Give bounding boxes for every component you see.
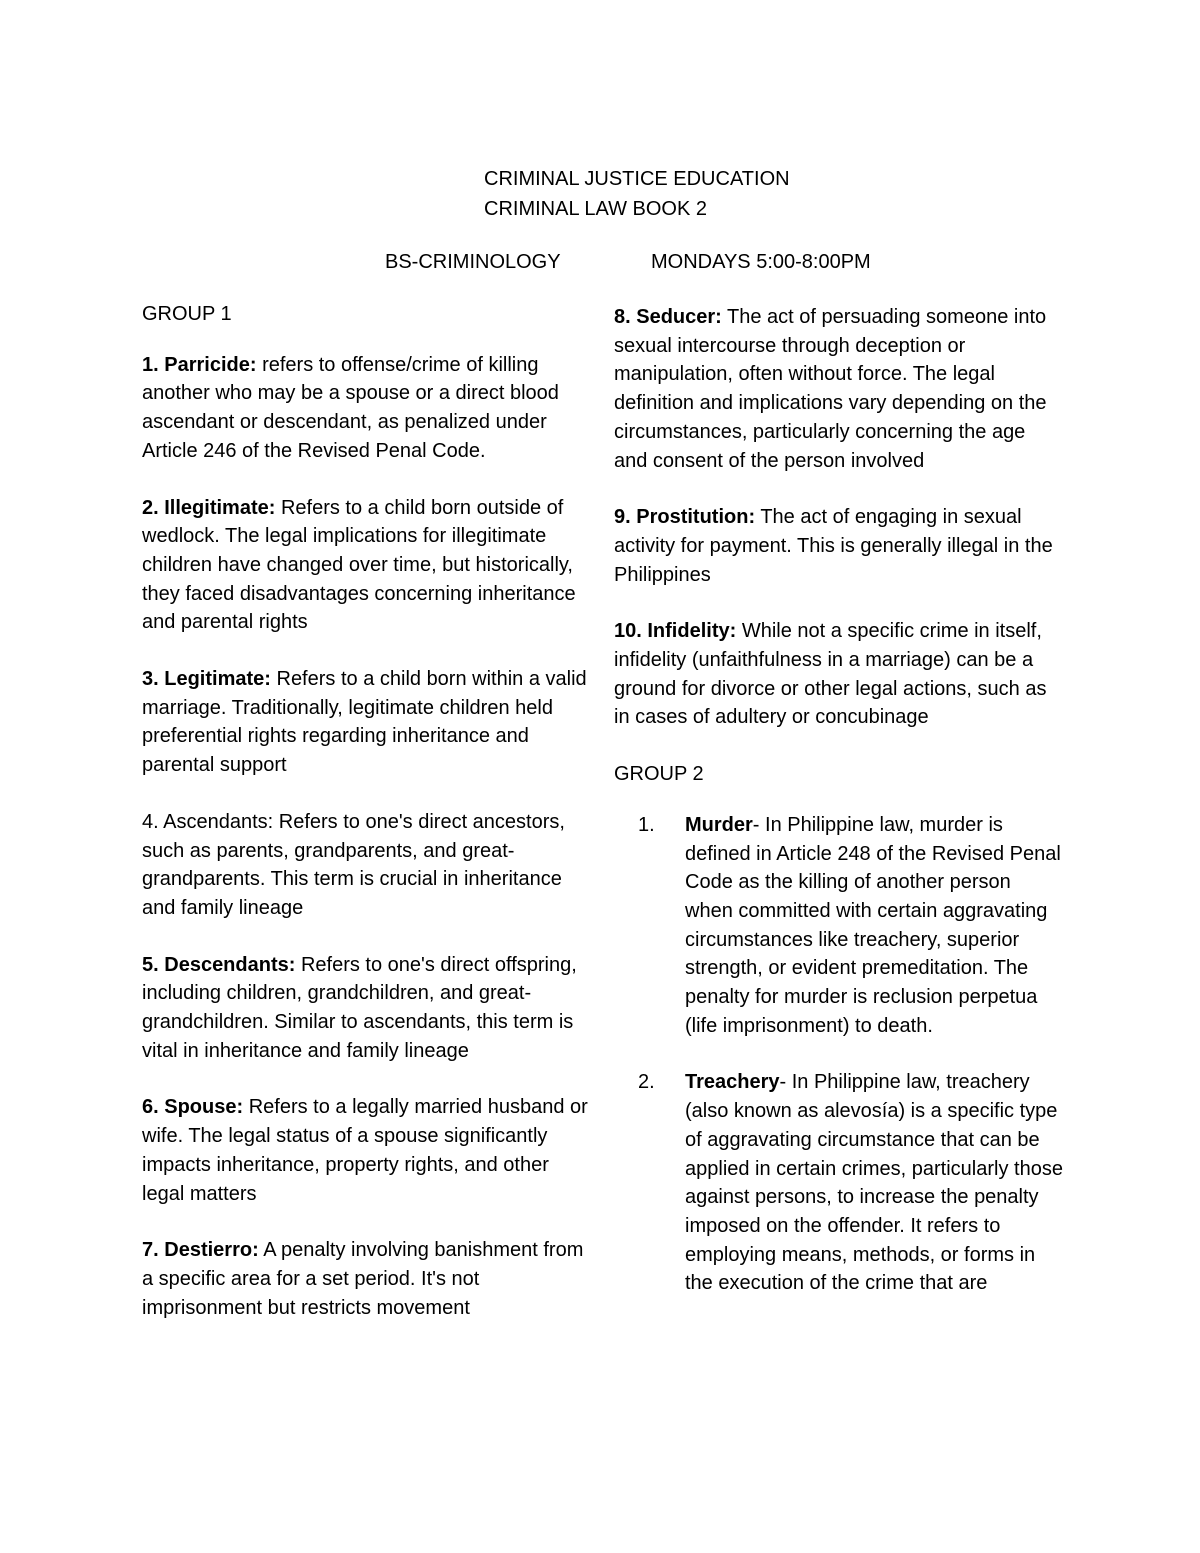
entry-definition: A penalty involving banishment from a specific area for a set period. It's not imprisonment but restricts movement	[142, 1239, 584, 1319]
term-entry-infidelity	[614, 617, 1064, 732]
right-column	[614, 303, 1064, 1326]
group-1-heading: GROUP 1	[142, 303, 232, 325]
entry-definition: The act of engaging in sexual activity for payment. This is generally illegal in the Philippines	[614, 506, 1053, 586]
term-entry-seducer	[614, 303, 1064, 475]
entry-number: 2.	[142, 496, 159, 519]
entry-number: 3.	[142, 668, 159, 691]
entry-number: 8.	[614, 306, 631, 328]
entry-definition: Refers to one's direct offspring, including children, grandchildren, and great-grandchildren. Similar to ascendants, this term is vital in inheritance and family lineage	[142, 953, 577, 1062]
entry-definition: - In Philippine law, murder is defined in Article 248 of the Revised Penal Code as the killing of another person when committed with certain aggravating circumstances like treachery, superior strength, or evident premeditation. The penalty for murder is reclusion perpetua (life imprisonment) to death.	[685, 813, 1061, 1037]
term-entry-spouse	[142, 1093, 592, 1208]
list-item-treachery	[614, 1068, 1064, 1298]
title-line-2: CRIMINAL LAW BOOK 2	[484, 198, 708, 220]
entry-number: 5.	[142, 953, 159, 976]
entry-term: Murder	[685, 813, 753, 836]
entry-term: Illegitimate:	[164, 496, 276, 519]
entry-number: 6.	[142, 1096, 159, 1119]
entry-term: Legitimate:	[164, 668, 271, 691]
term-entry-illegitimate	[142, 494, 592, 638]
entry-definition: Refers to a legally married husband or wife. The legal status of a spouse significantly impacts inheritance, property rights, and other legal matters	[142, 1096, 588, 1205]
entry-term: Descendants:	[164, 953, 296, 976]
entry-number: 1.	[142, 353, 159, 376]
term-entry-legitimate	[142, 665, 592, 780]
term-entry-destierro	[142, 1236, 592, 1322]
term-entry-ascendants	[142, 808, 592, 923]
group-2-list	[614, 811, 1064, 1298]
entry-definition: Refers to a child born within a valid marriage. Traditionally, legitimate children held preferential rights regarding inheritance and parental support	[142, 668, 587, 777]
term-entry-parricide	[142, 351, 592, 466]
program-label: BS-CRIMINOLOGY	[385, 251, 561, 273]
entry-definition: The act of persuading someone into sexual intercourse through deception or manipulation, often without force. The legal definition and implications vary depending on the circumstances, particularly concerning the age and consent of the person involved	[614, 306, 1047, 472]
entry-term: Seducer:	[636, 306, 722, 328]
entry-term: Treachery	[685, 1071, 780, 1094]
entry-number: 7.	[142, 1239, 159, 1262]
entry-term: Destierro:	[164, 1239, 259, 1262]
title-line-1: CRIMINAL JUSTICE EDUCATION	[484, 168, 790, 190]
entry-term: Infidelity:	[647, 620, 737, 643]
left-column	[142, 300, 592, 1350]
entry-term: Ascendants:	[163, 810, 274, 833]
entry-term: Spouse:	[164, 1096, 244, 1119]
group-2-heading: GROUP 2	[614, 763, 704, 786]
entry-definition: While not a specific crime in itself, infidelity (unfaithfulness in a marriage) can be a ground for divorce or other legal actions, such as in cases of adultery or concubinage	[614, 620, 1047, 729]
entry-term: Parricide:	[164, 353, 257, 376]
entry-number: 4.	[142, 810, 159, 833]
entry-number: 10.	[614, 620, 642, 643]
entry-definition: Refers to one's direct ancestors, such as parents, grandparents, and great-grandparents. This term is crucial in inheritance and family lineage	[142, 810, 565, 919]
entry-term: Prostitution:	[636, 506, 756, 529]
schedule-label: MONDAYS 5:00-8:00PM	[651, 251, 871, 273]
list-number: 2.	[638, 1071, 655, 1094]
entry-definition: refers to offense/crime of killing another who may be a spouse or a direct blood ascendant or descendant, as penalized under Article 246 of the Revised Penal Code.	[142, 353, 559, 462]
entry-definition: - In Philippine law, treachery (also known as alevosía) is a specific type of aggravating circumstance that can be applied in certain crimes, particularly those against persons, to increase the penalty imposed on the offender. It refers to employing means, methods, or forms in the execution of the crime that are	[685, 1071, 1063, 1295]
list-item-murder	[614, 811, 1064, 1041]
term-entry-descendants	[142, 951, 592, 1066]
term-entry-prostitution	[614, 503, 1064, 589]
list-number: 1.	[638, 813, 655, 836]
entry-definition: Refers to a child born outside of wedlock. The legal implications for illegitimate children have changed over time, but historically, they faced disadvantages concerning inheritance and parental rights	[142, 496, 576, 634]
entry-number: 9.	[614, 506, 631, 529]
